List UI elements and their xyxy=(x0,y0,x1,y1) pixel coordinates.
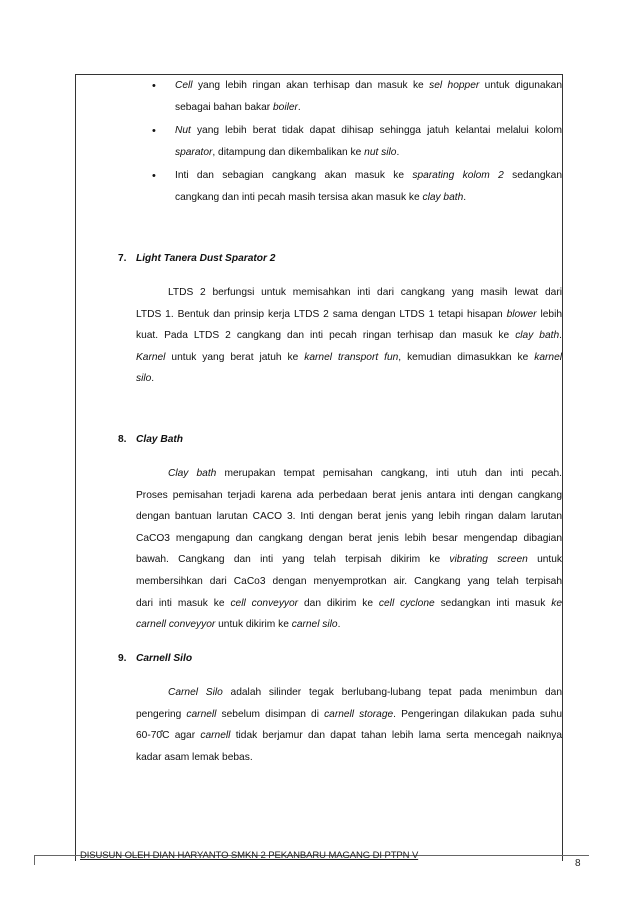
section-number: 8. xyxy=(118,434,127,445)
footer-text: DISUSUN OLEH DIAN HARYANTO SMKN 2 PEKANBARU MAGANG DI PTPN V xyxy=(80,850,419,861)
section-number: 7. xyxy=(118,253,127,264)
section-title: Clay Bath xyxy=(136,434,183,445)
section-paragraph: Carnel Silo adalah silinder tegak berlubang-lubang tepat pada menimbun dan pengering carnell sebelum disimpan di carnell storage. Pengeringan dilakukan pada suhu 60-70C agar carnell tidak berjamur dan dapat tahan lebih lama serta mencegah naiknya kadar asam lemak bebas. xyxy=(136,687,562,763)
section-paragraph: Clay bath merupakan tempat pemisahan cangkang, inti utuh dan inti pecah. Proses pemisahan terjadi karena ada perbedaan berat jenis antara inti dengan cangkang dengan bantuan larutan CACO 3. Inti dengan berat jenis yang lebih ringan dalam larutan CaCO3 mengapung dan cangkang dengan berat jenis lebih besar mengendap dibagian bawah. Cangkang dan inti yang telah terpisah dikirim ke vibrating screen untuk membersihkan dari CaCo3 dengan menyemprotkan air. Cangkang yang telah terpisah dari inti masuk ke cell conveyyor dan dikirim ke cell cyclone sedangkan inti masuk ke carnell conveyyor untuk dikirim ke carnel silo. xyxy=(136,468,562,631)
footer-rule-tick xyxy=(34,855,35,865)
section-number: 9. xyxy=(118,653,127,664)
bullet-dot-icon: • xyxy=(152,80,156,92)
section-paragraph: LTDS 2 berfungsi untuk memisahkan inti dari cangkang yang masih lewat dari LTDS 1. Bentuk dan prinsip kerja LTDS 2 sama dengan LTDS 1 tetapi hisapan blower lebih kuat. Pada LTDS 2 cangkang dan inti pecah ringan terhisap dan masuk ke clay bath. Karnel untuk yang berat jatuh ke karnel transport fun, kemudian dimasukkan ke karnel silo. xyxy=(136,287,562,385)
bullet-item: • Nut yang lebih berat tidak dapat dihisap sehingga jatuh kelantai melalui kolom sparator, ditampung dan dikembalikan ke nut silo. xyxy=(150,120,562,164)
bullet-item: • Inti dan sebagian cangkang akan masuk ke sparating kolom 2 sedangkan cangkang dan inti pecah masih tersisa akan masuk ke clay bath. xyxy=(150,165,562,209)
bullet-dot-icon: • xyxy=(152,125,156,137)
section-title: Light Tanera Dust Sparator 2 xyxy=(136,253,276,264)
page-number: 8 xyxy=(575,858,581,869)
section-title: Carnell Silo xyxy=(136,653,193,664)
bullet-item: • Cell yang lebih ringan akan terhisap dan masuk ke sel hopper untuk digunakan sebagai bahan bakar boiler. xyxy=(150,75,562,119)
bullet-dot-icon: • xyxy=(152,170,156,182)
bullet-list xyxy=(150,75,562,209)
